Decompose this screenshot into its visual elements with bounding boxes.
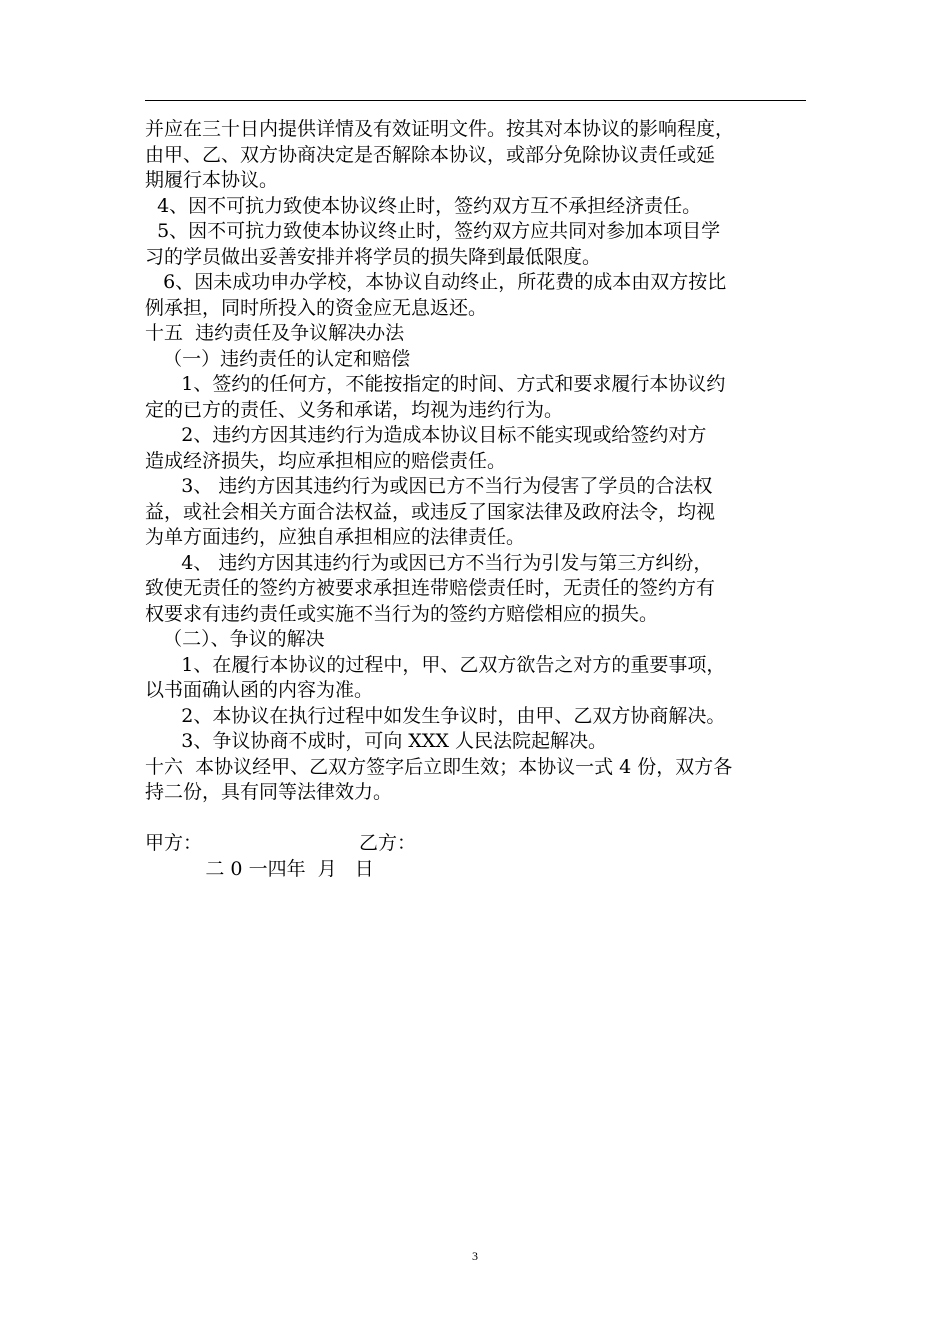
subsection-heading: （一）违约责任的认定和赔偿 [145,347,411,370]
section-heading: 十六 本协议经甲、乙双方签字后立即生效；本协议一式 4 份，双方各 [145,755,733,778]
text-line: 以书面确认函的内容为准。 [145,679,374,701]
blank-line [145,806,815,832]
text-line: 4、因不可抗力致使本协议终止时，签约双方互不承担经济责任。 [145,194,702,217]
text-line: 益，或社会相关方面合法权益，或违反了国家法律及政府法令，均视 [145,500,716,523]
document-body [145,117,815,882]
text-line: 定的已方的责任、义务和承诺，均视为违约行为。 [145,398,564,421]
text-line: 由甲、乙、双方协商决定是否解除本协议，或部分免除协议责任或延 [145,143,716,166]
text-line: 3、 违约方因其违约行为或因已方不当行为侵害了学员的合法权 [145,475,713,497]
subsection-heading: （二）、争议的解决 [145,628,325,650]
text-line: 6、因未成功申办学校，本协议自动终止，所花费的成本由双方按比 [145,271,727,293]
text-line: 例承担，同时所投入的资金应无息返还。 [145,296,488,319]
text-line: 2、本协议在执行过程中如发生争议时，由甲、乙双方协商解决。 [145,704,726,727]
page-number: 3 [472,1249,478,1263]
text-line: 1、在履行本协议的过程中，甲、乙双方欲告之对方的重要事项， [145,653,726,676]
text-line: 5、因不可抗力致使本协议终止时，签约双方应共同对参加本项目学 [145,220,721,242]
text-line: 3、争议协商不成时，可向 XXX 人民法院起解决。 [145,730,607,752]
text-line: 4、 违约方因其违约行为或因已方不当行为引发与第三方纠纷， [145,551,713,574]
text-line: 1、签约的任何方，不能按指定的时间、方式和要求履行本协议约 [145,373,726,395]
text-line: 习的学员做出妥善安排并将学员的损失降到最低限度。 [145,245,602,268]
text-line: 持二份，具有同等法律效力。 [145,781,393,803]
header-rule [145,100,806,101]
signature-line: 甲方： 乙方： [145,832,417,854]
text-line: 并应在三十日内提供详情及有效证明文件。按其对本协议的影响程度， [145,118,735,140]
text-line: 2、违约方因其违约行为造成本协议目标不能实现或给签约对方 [145,424,707,446]
text-line: 造成经济损失，均应承担相应的赔偿责任。 [145,449,507,472]
text-line: 期履行本协议。 [145,169,279,191]
section-heading: 十五 违约责任及争议解决办法 [145,322,405,344]
text-line: 致使无责任的签约方被要求承担连带赔偿责任时，无责任的签约方有 [145,577,716,599]
text-line: 为单方面违约，应独自承担相应的法律责任。 [145,526,526,548]
text-line: 权要求有违约责任或实施不当行为的签约方赔偿相应的损失。 [145,602,659,625]
date-line: 二 0 一四年 月 日 [145,857,374,880]
